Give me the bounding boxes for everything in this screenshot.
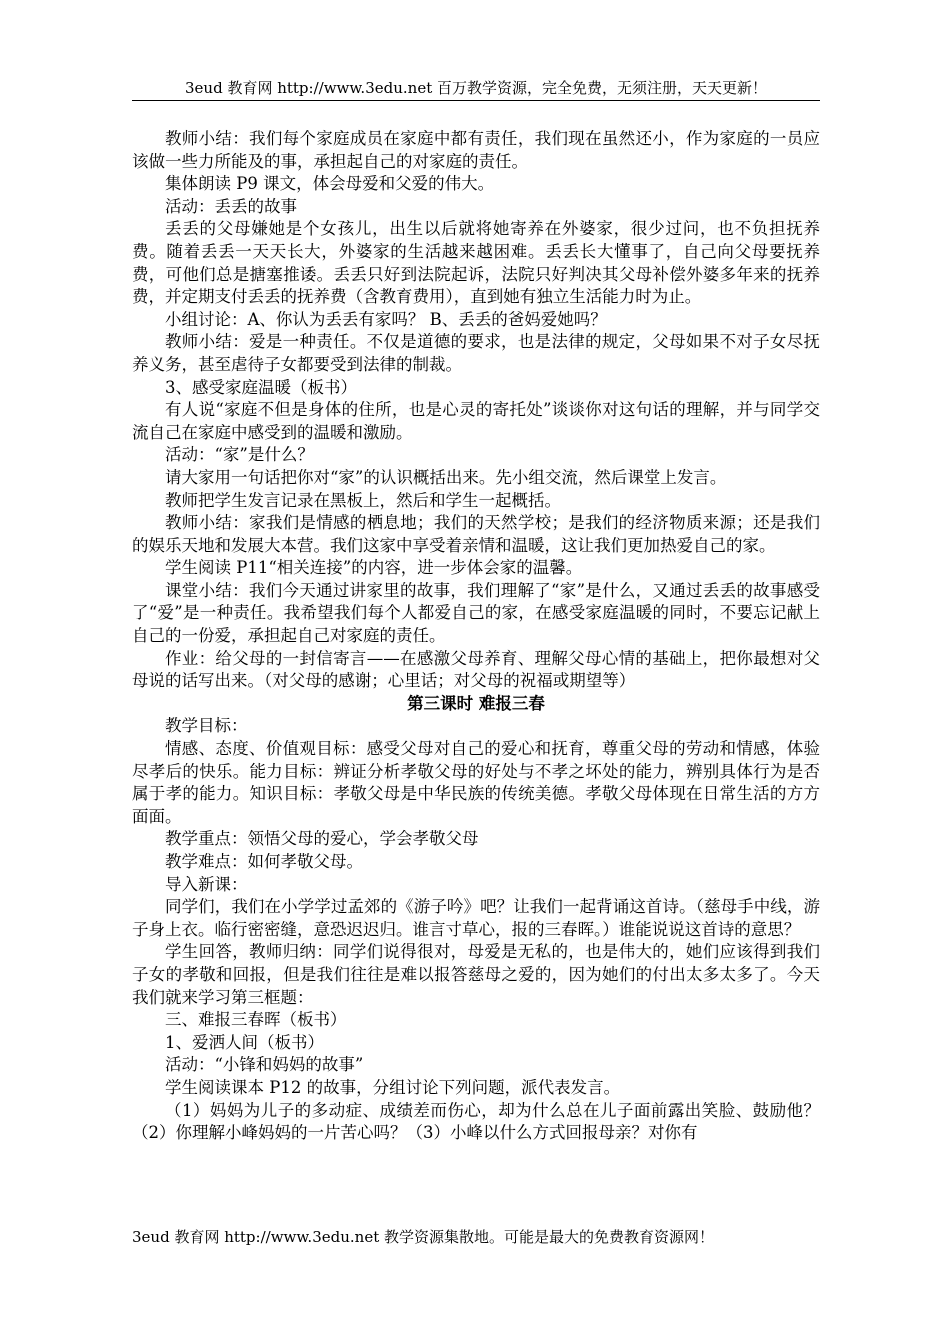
paragraph: 导入新课： <box>165 874 248 894</box>
paragraph: 活动：“家”是什么？ <box>165 445 314 465</box>
paragraph: 3、感受家庭温暖（板书） <box>165 377 357 397</box>
paragraph: 课堂小结：我们今天通过讲家里的故事，我们理解了“家”是什么，又通过丢丢的故事感受了“爱”是一种责任。我希望我们每个人都爱自己的家，在感受家庭温暖的同时，不要忘记献上自己的一份爱，承担起自己对家庭的责任。 <box>132 580 820 646</box>
paragraph: 学生阅读课本 P12 的故事，分组讨论下列问题，派代表发言。 <box>165 1077 621 1097</box>
paragraph: 集体朗读 P9 课文，体会母爱和父爱的伟大。 <box>165 174 495 194</box>
paragraph: 教师把学生发言记录在黑板上，然后和学生一起概括。 <box>165 490 561 510</box>
paragraph: （1）妈妈为儿子的多动症、成绩差而伤心，却为什么总在儿子面前露出笑脸、鼓励他？（2）你理解小峰妈妈的一片苦心吗？（3）小峰以什么方式回报母亲？对你有 <box>132 1100 820 1143</box>
paragraph: 学生回答，教师归纳：同学们说得很对，母爱是无私的，也是伟大的，她们应该得到我们子女的孝敬和回报，但是我们往往是难以报答慈母之爱的，因为她们的付出太多太多了。今天我们就来学习第三框题： <box>132 942 820 1007</box>
section-heading: 第三课时 难报三春 <box>407 693 545 713</box>
paragraph: 请大家用一句话把你对“家”的认识概括出来。先小组交流，然后课堂上发言。 <box>165 467 727 487</box>
page-header: 3eud 教育网 http://www.3edu.net 百万教学资源，完全免费，无须注册，天天更新！ <box>132 76 820 101</box>
paragraph: 丢丢的父母嫌她是个女孩儿，出生以后就将她寄养在外婆家，很少过问，也不负担抚养费。随着丢丢一天天长大，外婆家的生活越来越困难。丢丢长大懂事了，自己向父母要抚养费，可他们总是搪塞推诿。丢丢只好到法院起诉，法院只好判决其父母补偿外婆多年来的抚养费，并定期支付丢丢的抚养费（含教育费用），直到她有独立生活能力时为止。 <box>132 219 820 307</box>
paragraph: 教师小结：我们每个家庭成员在家庭中都有责任，我们现在虽然还小，作为家庭的一员应该做一些力所能及的事，承担起自己的对家庭的责任。 <box>132 129 820 171</box>
page-footer: 3eud 教育网 http://www.3edu.net 教学资源集散地。可能是最大的免费教育资源网！ <box>132 1228 714 1246</box>
paragraph: 教学难点：如何孝敬父母。 <box>165 852 363 871</box>
paragraph: 教师小结：爱是一种责任。不仅是道德的要求，也是法律的规定，父母如果不对子女尽抚养义务，甚至虐待子女都要受到法律的制裁。 <box>132 332 820 374</box>
paragraph: 学生阅读 P11“相关连接”的内容，进一步体会家的温馨。 <box>165 558 583 578</box>
paragraph: 作业：给父母的一封信寄言——在感激父母养育、理解父母心情的基础上，把你最想对父母说的话写出来。（对父母的感谢；心里话；对父母的祝福或期望等） <box>132 648 820 691</box>
paragraph: 同学们，我们在小学学过孟郊的《游子吟》吧？让我们一起背诵这首诗。（慈母手中线，游子身上衣。临行密密缝，意恐迟迟归。谁言寸草心，报的三春晖。）谁能说说这首诗的意思？ <box>132 897 820 939</box>
document-body <box>132 128 820 1145</box>
paragraph: 教学重点：领悟父母的爱心，学会孝敬父母 <box>165 829 479 849</box>
paragraph: 小组讨论：A、你认为丢丢有家吗？ B、丢丢的爸妈爱她吗？ <box>165 309 607 329</box>
paragraph: 教师小结：家我们是情感的栖息地；我们的天然学校；是我们的经济物质来源；还是我们的娱乐天地和发展大本营。我们这家中享受着亲情和温暖，这让我们更加热爱自己的家。 <box>132 513 820 555</box>
paragraph: 有人说“家庭不但是身体的住所，也是心灵的寄托处”谈谈你对这句话的理解，并与同学交流自己在家庭中感受到的温暖和激励。 <box>132 400 820 442</box>
paragraph: 情感、态度、价值观目标：感受父母对自己的爱心和抚育，尊重父母的劳动和情感，体验尽孝后的快乐。能力目标：辨证分析孝敬父母的好处与不孝之坏处的能力，辨别具体行为是否属于孝的能力。知识目标：孝敬父母是中华民族的传统美德。孝敬父母体现在日常生活的方方面面。 <box>132 739 820 826</box>
paragraph: 活动：“小锋和妈妈的故事” <box>165 1055 364 1075</box>
paragraph: 活动：丢丢的故事 <box>165 196 297 216</box>
paragraph: 三、难报三春晖（板书） <box>165 1010 347 1030</box>
paragraph: 1、爱洒人间（板书） <box>165 1032 324 1052</box>
paragraph: 教学目标： <box>165 716 248 736</box>
